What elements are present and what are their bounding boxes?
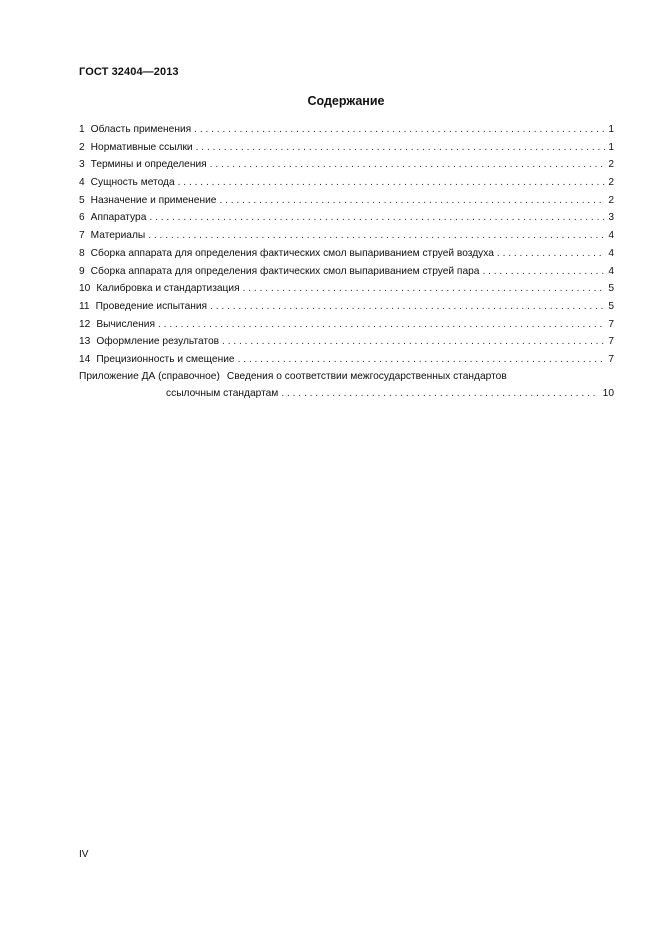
toc-entry-title: Сборка аппарата для определения фактических смол выпариванием струей воздуха bbox=[90, 247, 494, 259]
toc-dot-leader bbox=[210, 156, 606, 174]
toc-entry-title: Сущность метода bbox=[90, 177, 175, 189]
toc-entry-page: 7 bbox=[608, 336, 614, 348]
toc-entry-page: 7 bbox=[608, 353, 614, 365]
toc-dot-leader bbox=[238, 351, 606, 369]
toc-entry-page: 2 bbox=[608, 177, 614, 189]
toc-entry-number: 14 bbox=[79, 353, 91, 365]
toc-entry-number: 7 bbox=[79, 230, 85, 242]
toc-entry[interactable] bbox=[79, 316, 614, 334]
toc-dot-leader bbox=[178, 174, 606, 192]
toc-appendix-entry-continued[interactable] bbox=[79, 385, 614, 402]
toc-entry-page: 5 bbox=[608, 283, 614, 295]
toc-dot-leader bbox=[210, 298, 605, 316]
toc-entry-number: 8 bbox=[79, 247, 85, 259]
toc-entry-title: Аппаратура bbox=[90, 212, 147, 224]
toc-entry-number: 11 bbox=[79, 300, 90, 312]
toc-entry-title: Сборка аппарата для определения фактических смол выпариванием струей пара bbox=[90, 265, 480, 277]
toc-appendix-title-line1: Сведения о соответствии межгосударственных стандартов bbox=[226, 370, 507, 382]
table-of-contents bbox=[79, 121, 614, 402]
toc-dot-leader bbox=[243, 280, 606, 298]
toc-entry-number: 9 bbox=[79, 265, 85, 277]
toc-dot-leader bbox=[281, 385, 597, 402]
toc-dot-leader bbox=[222, 333, 605, 351]
toc-dot-leader bbox=[219, 192, 605, 210]
toc-dot-leader bbox=[148, 227, 605, 245]
toc-dot-leader bbox=[158, 316, 605, 334]
toc-entry-page: 2 bbox=[608, 159, 614, 171]
toc-entry-page: 2 bbox=[608, 194, 614, 206]
toc-entry[interactable] bbox=[79, 209, 614, 227]
toc-entry-title: Назначение и применение bbox=[90, 194, 217, 206]
toc-entry-page: 1 bbox=[608, 141, 614, 153]
toc-entry[interactable] bbox=[79, 298, 614, 316]
toc-dot-leader bbox=[149, 209, 605, 227]
toc-dot-leader bbox=[497, 245, 605, 263]
toc-appendix-page: 10 bbox=[602, 387, 614, 399]
document-code: ГОСТ 32404—2013 bbox=[79, 66, 179, 78]
toc-dot-leader bbox=[194, 121, 605, 139]
toc-entry-number: 13 bbox=[79, 336, 91, 348]
toc-entry-title: Нормативные ссылки bbox=[90, 141, 193, 153]
toc-entry-title: Проведение испытания bbox=[95, 300, 208, 312]
toc-entry-title: Вычисления bbox=[96, 318, 155, 330]
toc-entry-title: Калибровка и стандартизация bbox=[96, 283, 240, 295]
toc-entry-page: 3 bbox=[608, 212, 614, 224]
toc-appendix-title-line2: ссылочным стандартам bbox=[166, 387, 279, 399]
toc-entry-page: 7 bbox=[608, 318, 614, 330]
toc-entry[interactable] bbox=[79, 351, 614, 369]
toc-entry-number: 12 bbox=[79, 318, 91, 330]
toc-entry-number: 5 bbox=[79, 194, 85, 206]
toc-entry-page: 1 bbox=[608, 124, 614, 135]
toc-entry-number: 6 bbox=[79, 212, 85, 224]
toc-entry-number: 10 bbox=[79, 283, 91, 295]
toc-entry-page: 4 bbox=[608, 230, 614, 242]
toc-entry[interactable] bbox=[79, 333, 614, 351]
toc-entry-number: 1 bbox=[79, 124, 85, 135]
toc-entry-page: 5 bbox=[608, 300, 614, 312]
toc-entry[interactable] bbox=[79, 280, 614, 298]
toc-entry[interactable] bbox=[79, 227, 614, 245]
toc-entry-title: Термины и определения bbox=[90, 159, 207, 171]
toc-entry[interactable] bbox=[79, 121, 614, 139]
toc-appendix-label: Приложение ДА (справочное) bbox=[79, 370, 220, 382]
toc-entry-number: 4 bbox=[79, 177, 85, 189]
toc-dot-leader bbox=[196, 139, 606, 157]
toc-entry-title: Материалы bbox=[90, 230, 146, 242]
toc-entry[interactable] bbox=[79, 263, 614, 281]
toc-entry-title: Прецизионность и смещение bbox=[96, 353, 235, 365]
toc-entry[interactable] bbox=[79, 245, 614, 263]
toc-title: Содержание bbox=[307, 94, 385, 108]
toc-entry[interactable] bbox=[79, 174, 614, 192]
toc-entry-title: Область применения bbox=[90, 124, 192, 135]
toc-entry-page: 4 bbox=[608, 247, 614, 259]
toc-entry[interactable] bbox=[79, 192, 614, 210]
toc-entry[interactable] bbox=[79, 139, 614, 157]
toc-entry-number: 3 bbox=[79, 159, 85, 171]
toc-entry[interactable] bbox=[79, 156, 614, 174]
toc-entry-number: 2 bbox=[79, 141, 85, 153]
toc-entry-title: Оформление результатов bbox=[96, 336, 220, 348]
toc-dot-leader bbox=[482, 263, 605, 281]
page-number: IV bbox=[79, 849, 89, 860]
toc-entry-page: 4 bbox=[608, 265, 614, 277]
toc-appendix-entry[interactable] bbox=[79, 369, 614, 385]
